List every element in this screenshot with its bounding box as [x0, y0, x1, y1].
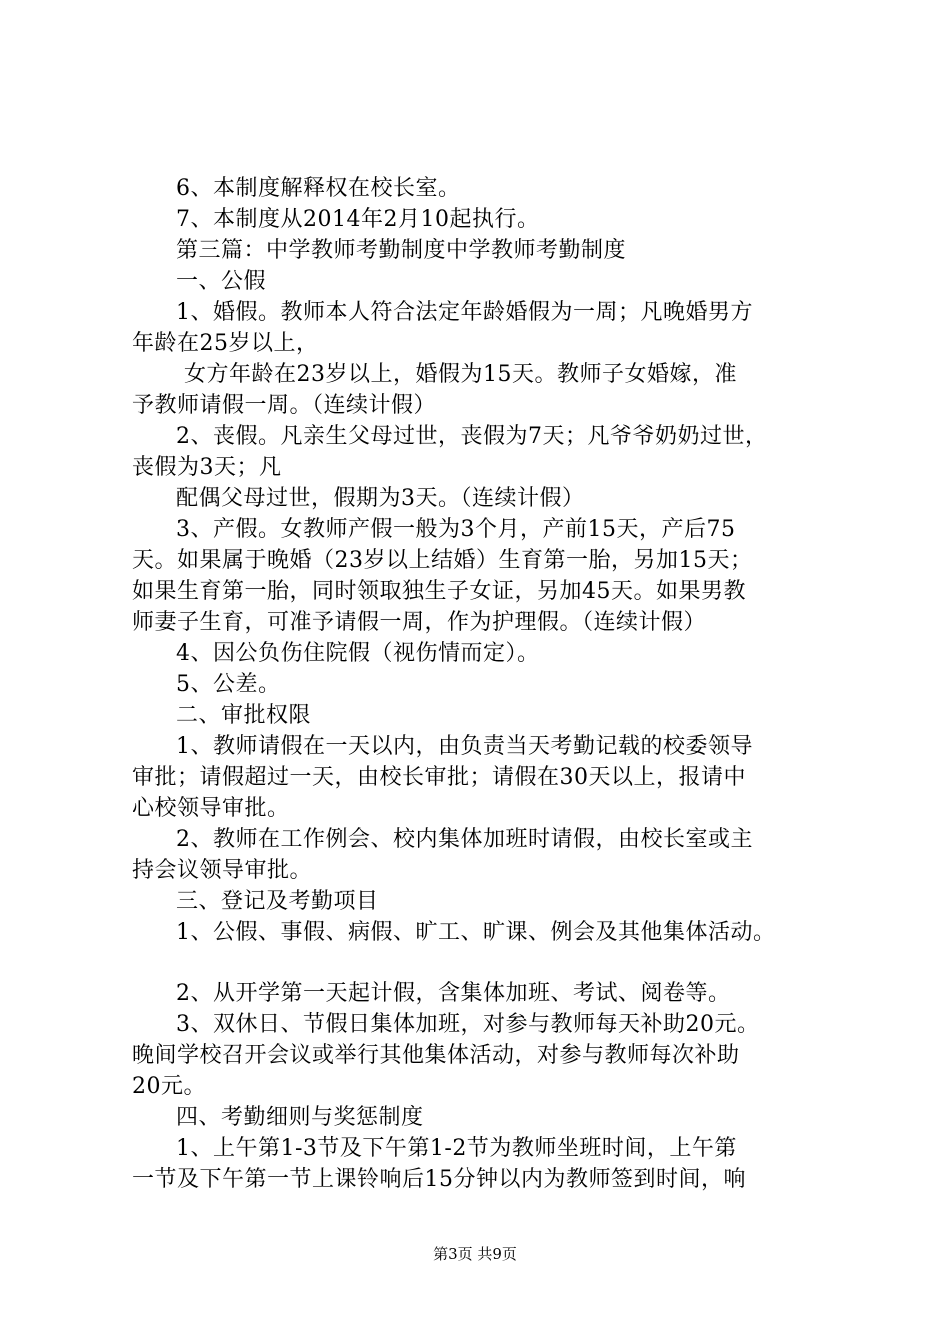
page-number-footer: 第3页 共9页	[433, 1245, 517, 1263]
text-line: 1、教师请假在一天以内，由负责当天考勤记载的校委领导	[176, 734, 753, 759]
text-line: 师妻子生育，可准予请假一周，作为护理假。（连续计假）	[132, 610, 707, 635]
text-line: 持会议领导审批。	[132, 858, 313, 883]
text-line: 丧假为3天；凡	[132, 455, 282, 480]
text-line: 年龄在25岁以上，	[132, 331, 319, 356]
paragraph-gap	[132, 948, 854, 978]
text-line: 审批；请假超过一天，由校长审批；请假在30天以上，报请中	[132, 765, 746, 790]
text-line: 3、产假。女教师产假一般为3个月，产前15天，产后75	[176, 517, 736, 542]
section-heading: 四、考勤细则与奖惩制度	[176, 1105, 424, 1130]
text-line: 配偶父母过世，假期为3天。（连续计假）	[176, 486, 585, 511]
text-line: 4、因公负伤住院假（视伤情而定）。	[176, 641, 540, 666]
text-line: 5、公差。	[176, 672, 281, 697]
text-line: 一节及下午第一节上课铃响后15分钟以内为教师签到时间，响	[132, 1167, 746, 1192]
text-line: 6、本制度解释权在校长室。	[176, 176, 461, 201]
text-line: 2、教师在工作例会、校内集体加班时请假，由校长室或主	[176, 827, 753, 852]
text-line: 如果生育第一胎，同时领取独生子女证，另加45天。如果男教	[132, 579, 746, 604]
text-line: 2、丧假。凡亲生父母过世，丧假为7天；凡爷爷奶奶过世，	[176, 424, 768, 449]
text-line: 3、双休日、节假日集体加班，对参与教师每天补助20元。	[176, 1012, 760, 1037]
text-line: 1、公假、事假、病假、旷工、旷课、例会及其他集体活动。	[176, 920, 776, 945]
section-heading: 第三篇：中学教师考勤制度中学教师考勤制度	[176, 238, 627, 263]
text-line: 2、从开学第一天起计假，含集体加班、考试、阅卷等。	[176, 981, 731, 1006]
text-line: 1、上午第1-3节及下午第1-2节为教师坐班时间，上午第	[176, 1136, 737, 1161]
text-line: 予教师请假一周。（连续计假）	[132, 393, 437, 418]
text-line: 天。如果属于晚婚（23岁以上结婚）生育第一胎，另加15天；	[132, 548, 753, 573]
section-heading: 二、审批权限	[176, 703, 312, 728]
text-line: 晚间学校召开会议或举行其他集体活动，对参与教师每次补助	[132, 1043, 740, 1068]
text-line: 7、本制度从2014年2月10起执行。	[176, 207, 540, 232]
section-heading: 三、登记及考勤项目	[176, 889, 379, 914]
text-line: 1、婚假。教师本人符合法定年龄婚假为一周；凡晚婚男方	[176, 300, 753, 325]
text-line: 20元。	[132, 1074, 206, 1099]
document-body	[132, 173, 854, 1195]
text-line: 心校领导审批。	[132, 796, 290, 821]
section-heading: 一、公假	[176, 269, 267, 294]
text-line: 女方年龄在23岁以上，婚假为15天。教师子女婚嫁，准	[184, 362, 737, 387]
